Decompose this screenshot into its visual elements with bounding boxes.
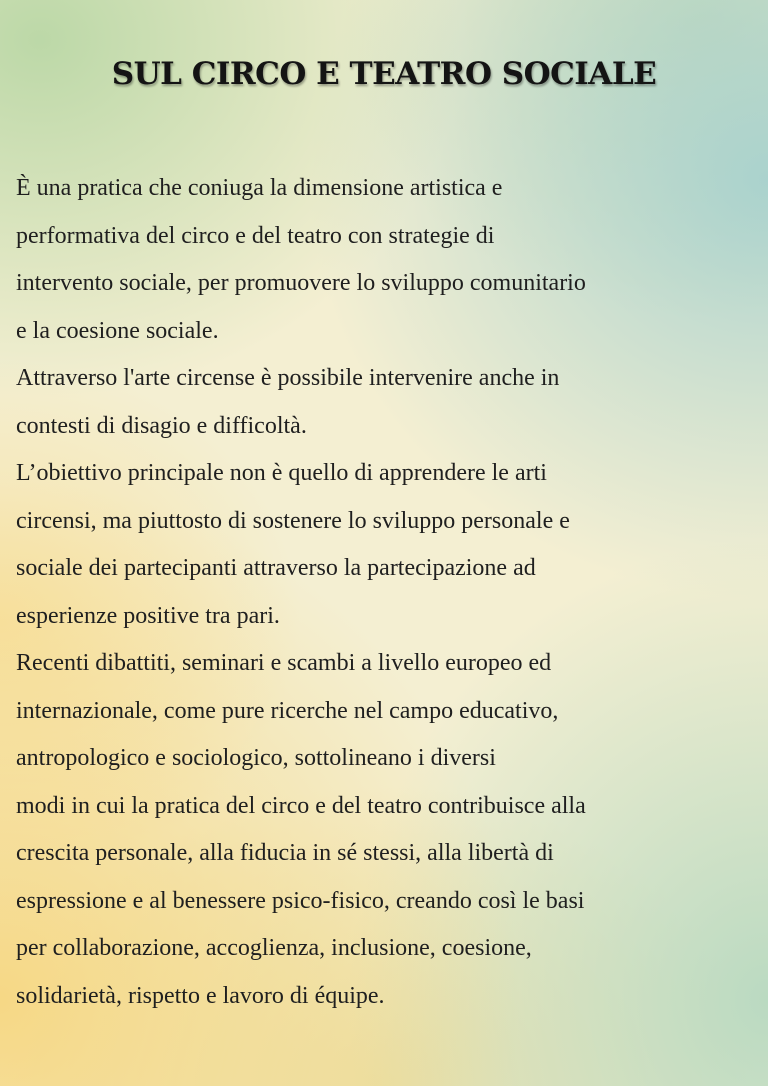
body-line: solidarietà, rispetto e lavoro di équipe. [16, 982, 385, 1009]
body-line: È una pratica che coniuga la dimensione artistica e [16, 175, 503, 201]
body-line: L’obiettivo principale non è quello di apprendere le arti [16, 460, 547, 486]
body-line: antropologico e sociologico, sottolineano i diversi [16, 745, 496, 771]
document-title: SUL CIRCO E TEATRO SOCIALE [111, 56, 657, 92]
body-line: performativa del circo e del teatro con strategie di [16, 222, 495, 249]
body-line: per collaborazione, accoglienza, inclusione, coesione, [16, 935, 532, 961]
body-line: esperienze positive tra pari. [16, 602, 280, 629]
document-body [16, 165, 761, 1020]
body-line: circensi, ma piuttosto di sostenere lo sviluppo personale e [16, 507, 570, 534]
body-line: internazionale, come pure ricerche nel campo educativo, [16, 697, 559, 724]
body-line: crescita personale, alla fiducia in sé stessi, alla libertà di [16, 840, 554, 866]
body-line: Recenti dibattiti, seminari e scambi a livello europeo ed [16, 650, 552, 676]
body-line: intervento sociale, per promuovere lo sviluppo comunitario [16, 270, 586, 296]
body-line: espressione e al benessere psico-fisico, creando così le basi [16, 887, 585, 914]
body-line: modi in cui la pratica del circo e del teatro contribuisce alla [16, 792, 586, 819]
body-line: contesti di disagio e difficoltà. [16, 412, 307, 439]
body-line: e la coesione sociale. [16, 317, 219, 344]
body-line: sociale dei partecipanti attraverso la partecipazione ad [16, 555, 536, 581]
body-line: Attraverso l'arte circense è possibile intervenire anche in [16, 365, 560, 391]
